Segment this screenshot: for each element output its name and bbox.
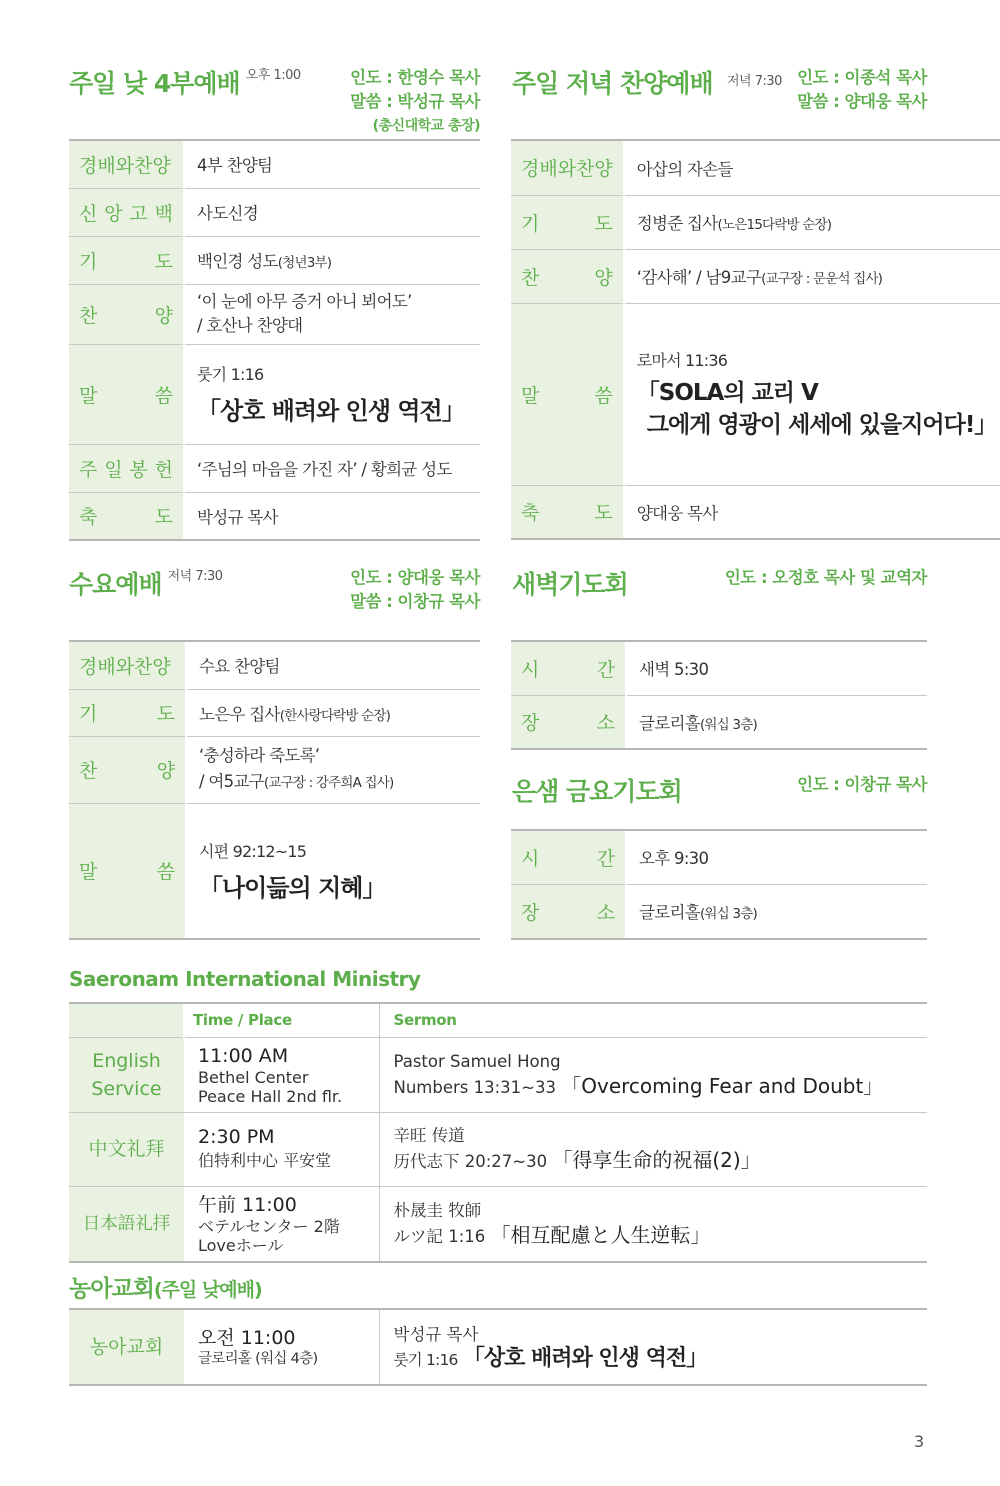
wednesday-title: 수요예배 $^{저녁 7:30}$ <box>69 569 223 599</box>
header-sermon: Sermon <box>379 1003 927 1037</box>
sunday-4th-title: 주일 낮 4부예배 $^{오후 1:00}$ <box>69 68 301 98</box>
table-row <box>511 884 927 939</box>
sunday-4th-preacher-note: (총신대학교 총장) <box>372 118 480 134</box>
table-row <box>69 1037 927 1112</box>
sermon: 辛旺 传道 历代志下 20:27~30 「得享生命的祝福(2)」 <box>379 1112 927 1186</box>
row-value: ‘충성하라 죽도록’ / 여5교구(교구장 : 강주희A 집사) <box>186 736 480 803</box>
sunday-4th-leader: 인도 : 한영수 목사 <box>350 68 480 87</box>
deaf-title: 농아교회(주일 낮예배) <box>69 1276 262 1302</box>
wednesday-meta <box>300 566 480 614</box>
wednesday-preacher: 말씀 : 이창규 목사 <box>350 592 480 611</box>
table-row <box>69 1309 927 1385</box>
row-value: 새벽 5:30 <box>626 641 927 695</box>
sermon: 박성규 목사 룻기 1:16 「상호 배려와 인생 역전」 <box>379 1309 927 1385</box>
row-value: 아삽의 자손들 <box>624 140 1000 195</box>
table-header-row <box>69 1003 927 1037</box>
time-place: 오전 11:00 글로리홀 (워십 4층) <box>184 1309 379 1385</box>
row-label: 찬 양 <box>69 736 186 803</box>
sunday-evening-table <box>511 139 1000 540</box>
header-time-place: Time / Place <box>184 1003 379 1037</box>
time-place: 午前 11:00 ベテルセンター 2階 Loveホール <box>184 1186 379 1262</box>
sunday-evening-preacher: 말씀 : 양대웅 목사 <box>797 92 927 111</box>
table-row <box>69 284 480 344</box>
table-row <box>511 195 1000 249</box>
friday-table <box>511 829 927 940</box>
table-row <box>511 303 1000 485</box>
scripture-ref: 룻기 1:16 <box>197 365 264 384</box>
row-value <box>184 344 480 444</box>
sermon-title: 「나이듦의 지혜」 <box>199 873 386 902</box>
sunday-4th-meta <box>300 66 480 138</box>
row-label: 경배와찬양 <box>69 641 186 689</box>
table-row <box>69 1112 927 1186</box>
dawn-title: 새벽기도회 <box>512 570 628 599</box>
time-place: 2:30 PM 伯特利中心 平安堂 <box>184 1112 379 1186</box>
table-row <box>511 830 927 884</box>
row-label: 中文礼拜 <box>69 1112 184 1186</box>
row-value: 백인경 성도(청년3부) <box>184 236 480 284</box>
scripture-ref: 시편 92:12~15 <box>199 841 307 861</box>
row-value: 글로리홀(워십 3층) <box>626 884 927 939</box>
row-label: 기 도 <box>69 689 186 736</box>
friday-title: 은샘 금요기도회 <box>512 777 682 806</box>
row-label: 장 소 <box>511 884 626 939</box>
table-row <box>69 188 480 236</box>
row-label: 시 간 <box>511 641 626 695</box>
table-row <box>69 736 480 803</box>
row-value: 사도신경 <box>184 188 480 236</box>
ministry-table <box>69 1002 927 1263</box>
row-label: 찬 양 <box>511 249 624 303</box>
row-value: 수요 찬양팀 <box>186 641 480 689</box>
sunday-4th-table <box>69 139 480 541</box>
row-label: 기 도 <box>69 236 184 284</box>
row-value: 글로리홀(워십 3층) <box>626 695 927 749</box>
table-row <box>511 140 1000 195</box>
row-value: ‘감사해’ / 남9교구(교구장 : 문운석 집사) <box>624 249 1000 303</box>
table-row <box>511 485 1000 539</box>
table-row <box>69 492 480 540</box>
sermon-title-line2: 그에게 영광이 세세에 있을지어다!」 <box>646 411 997 438</box>
header-blank <box>69 1003 184 1037</box>
row-value: 양대웅 목사 <box>624 485 1000 539</box>
table-row <box>69 689 480 736</box>
row-label: 농아교회 <box>69 1309 184 1385</box>
table-row <box>511 641 927 695</box>
page-number: 3 <box>914 1432 925 1451</box>
dawn-leader: 인도 : 오정호 목사 및 교역자 <box>724 568 927 587</box>
row-value: 박성규 목사 <box>184 492 480 540</box>
row-value: 4부 찬양팀 <box>184 140 480 188</box>
row-value <box>186 803 480 939</box>
row-value: 오후 9:30 <box>626 830 927 884</box>
sunday-evening-leader: 인도 : 이종석 목사 <box>797 68 927 87</box>
row-label: 신 앙 고 백 <box>69 188 184 236</box>
row-label: 장 소 <box>511 695 626 749</box>
deaf-table <box>69 1308 927 1386</box>
sunday-4th-time: 오후 1:00 <box>245 68 301 83</box>
row-label: 축 도 <box>69 492 184 540</box>
wednesday-leader: 인도 : 양대웅 목사 <box>350 568 480 587</box>
wednesday-time: 저녁 7:30 <box>167 569 223 584</box>
row-label: 경배와찬양 <box>511 140 624 195</box>
row-value: ‘주님의 마음을 가진 자’ / 황희균 성도 <box>184 444 480 492</box>
table-row <box>69 140 480 188</box>
table-row <box>69 803 480 939</box>
table-row <box>511 695 927 749</box>
row-label: English Service <box>69 1037 184 1112</box>
scripture-ref: 로마서 11:36 <box>636 350 728 370</box>
table-row <box>69 444 480 492</box>
table-row <box>69 344 480 444</box>
row-label: 경배와찬양 <box>69 140 184 188</box>
row-label: 주 일 봉 헌 <box>69 444 184 492</box>
friday-leader: 인도 : 이창규 목사 <box>797 775 927 794</box>
row-label: 말 씀 <box>69 344 184 444</box>
row-value: 정병준 집사(노은15다락방 순장) <box>624 195 1000 249</box>
sunday-evening-title: 주일 저녁 찬양예배 <box>512 69 713 98</box>
sunday-4th-preacher: 말씀 : 박성규 목사 <box>350 92 480 111</box>
row-label: 찬 양 <box>69 284 184 344</box>
sunday-evening-time: 저녁 7:30 <box>727 74 782 89</box>
sermon: 朴晟圭 牧師 ルツ記 1:16 「相互配慮と人生逆転」 <box>379 1186 927 1262</box>
sermon-title: 「상호 배려와 인생 역전」 <box>197 397 465 425</box>
table-row <box>511 249 1000 303</box>
ministry-title: Saeronam International Ministry <box>69 967 421 991</box>
sunday-evening-meta <box>780 66 927 114</box>
dawn-table <box>511 640 927 750</box>
table-row <box>69 236 480 284</box>
time-place: 11:00 AM Bethel Center Peace Hall 2nd flr. <box>184 1037 379 1112</box>
row-value: ‘이 눈에 아무 증거 아니 뵈어도’ / 호산나 찬양대 <box>184 284 480 344</box>
row-value: 노은우 집사(한사랑다락방 순장) <box>186 689 480 736</box>
row-label: 시 간 <box>511 830 626 884</box>
table-row <box>69 641 480 689</box>
sermon: Pastor Samuel Hong Numbers 13:31~33 「Overcoming Fear and Doubt」 <box>379 1037 927 1112</box>
row-label: 말 씀 <box>69 803 186 939</box>
row-label: 기 도 <box>511 195 624 249</box>
sermon-title: 「SOLA의 교리 V <box>636 379 818 406</box>
row-label: 말 씀 <box>511 303 624 485</box>
row-value <box>624 303 1000 485</box>
table-row <box>69 1186 927 1262</box>
wednesday-table <box>69 640 480 940</box>
row-label: 축 도 <box>511 485 624 539</box>
row-label: 日本語礼拝 <box>69 1186 184 1262</box>
